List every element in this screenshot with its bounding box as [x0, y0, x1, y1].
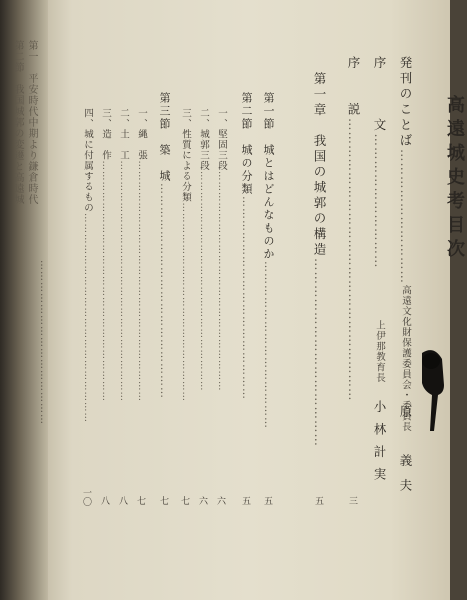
- author-org: 高遠文化財保護委員会・委員長: [400, 285, 411, 432]
- page-number: 七: [158, 496, 168, 505]
- toc-subitem: 三、造 作……………………………………………………………: [100, 108, 111, 402]
- page-number: 六: [215, 496, 225, 505]
- author-name: 小林計実: [372, 400, 387, 490]
- author-name: 原 義夫: [398, 405, 413, 503]
- toc-section-2: 第二節 城の分類……………………………………………: [240, 92, 253, 400]
- toc-section-1: 第一節 城とはどんなものか……………………………………: [262, 92, 275, 429]
- toc-entry-josetsu: 序 説………………………………………………………: [346, 56, 361, 402]
- toc-subitem: 三、性質による分類…………………………………………………: [180, 108, 191, 402]
- author-org: 上伊那教育長: [374, 320, 385, 383]
- toc-section-3: 第三節 築 城………………………………………………: [158, 92, 171, 399]
- entry-text: 発刊のことば: [398, 56, 413, 149]
- prev-page-line: 第二節 我国城郭の変遷と高遠城: [12, 40, 23, 205]
- page-number: 七: [135, 496, 145, 505]
- toc-chapter-1: 第一章 我国の城郭の構造……………………………………: [312, 72, 327, 447]
- toc-entry-jobun: 序 文…………………………: [372, 56, 387, 269]
- page-number: 五: [262, 496, 272, 505]
- prev-page-line: 第一 平安時代中期より鎌倉時代: [26, 40, 37, 205]
- page-number: 五: [240, 496, 250, 505]
- page-title: 高遠城史考目次: [444, 95, 465, 263]
- toc-subitem: 二、土 工……………………………………………………………: [118, 108, 129, 402]
- toc-subitem: 二、城郭三段………………………………………………………: [198, 108, 209, 392]
- page-number: 三: [347, 496, 357, 505]
- toc-subitem: 一、縄 張……………………………………………………………: [136, 108, 147, 402]
- toc-subitem: 四、城に付属するもの……………………………………………………: [82, 108, 93, 423]
- page-number: 八: [99, 496, 109, 505]
- toc-subitem: 一、堅固三段………………………………………………………: [216, 108, 227, 392]
- binder-clip-icon: [414, 345, 448, 433]
- page-number: 八: [117, 496, 127, 505]
- page-number: 六: [197, 496, 207, 505]
- page-number: 七: [179, 496, 189, 505]
- toc-entry-hakkan: 発刊のことば…………………………: [398, 56, 413, 284]
- book-page: [12, 0, 465, 600]
- page-number: 一〇: [81, 488, 91, 506]
- page-number: 五: [313, 496, 323, 505]
- prev-page-dots: ………………………………………: [38, 260, 49, 425]
